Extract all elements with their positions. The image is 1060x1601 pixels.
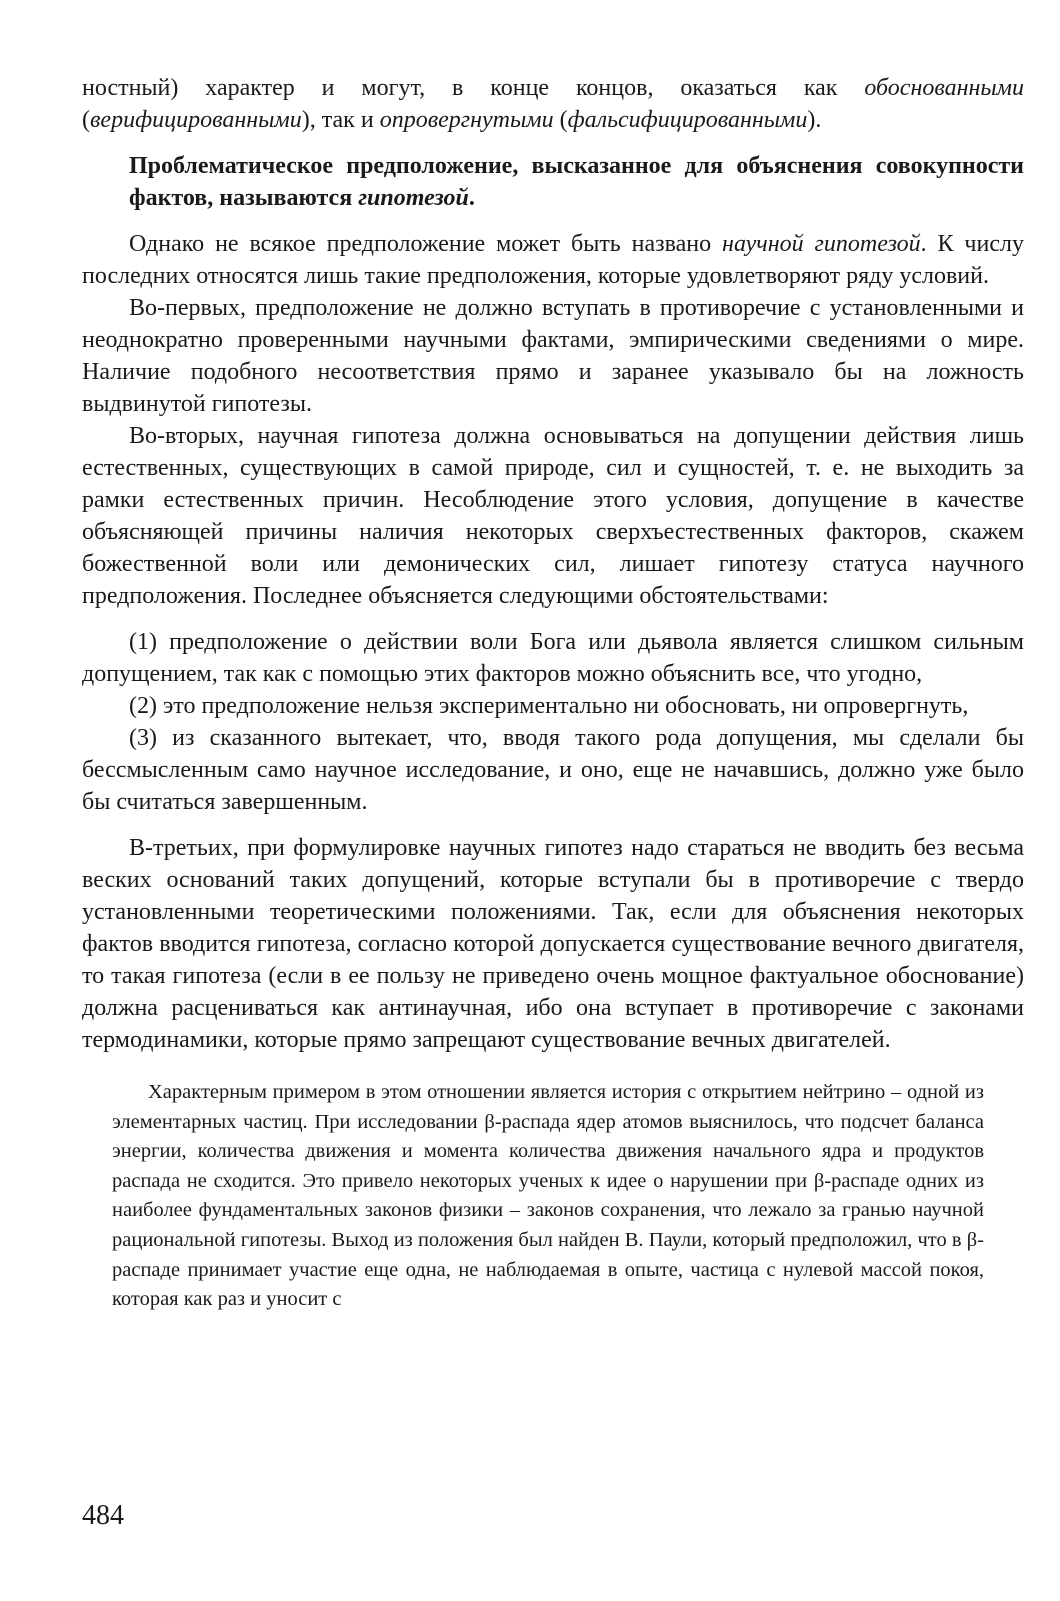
text-run: ).: [807, 107, 822, 133]
italic-term: обоснованными: [864, 75, 1024, 101]
text-run: Однако не всякое предположение может быть названо: [129, 231, 723, 257]
paragraph-first-condition: Во-первых, предположение не должно вступать в противоречие с установленными и неоднократно проверенными научными фактами, эмпирическими сведениями о мире. Наличие подобного несоответствия прямо и заранее указывало бы на ложность выдвинутой гипотезы.: [82, 295, 1024, 417]
paragraph-second-condition: Во-вторых, научная гипотеза должна основываться на допущении действия лишь естественных, существующих в самой природе, сил и сущностей, т. е. не выходить за рамки естественных причин. Несоблюдение этого условия, допущение в качестве объясняющей причины наличия некоторых сверхъестественных факторов, скажем божественной воли или демонических сил, лишает гипотезу статуса научного предположения. Последнее объясняется следующими обстоятельствами:: [82, 423, 1024, 609]
example-block: [82, 1078, 1024, 1315]
definition-text: Проблематическое предположение, высказанное для объяснения совокупности фактов, называются: [129, 153, 1024, 211]
text-run: (: [82, 107, 90, 133]
conditions-list: [82, 626, 1024, 818]
text-run: ностный) характер и могут, в конце концов, оказаться как: [82, 75, 865, 101]
hypothesis-definition: [82, 150, 1024, 214]
text-run: .: [468, 185, 475, 211]
text-run: (: [553, 107, 568, 133]
paragraph-continued: [82, 72, 1024, 136]
italic-term: опровергнутыми: [379, 107, 554, 133]
example-neutrino-text: Характерным примером в этом отношении является история с открытием нейтрино – одной из элементарных частиц. При исследовании β-распада ядер атомов выяснилось, что подсчет баланса энергии, количества движения и момента количества движения начального ядра и продуктов распада не сходится. Это привело некоторых ученых к идее о нарушении при β-распаде одних из наиболее фундаментальных законов физики – законов сохранения, что лежало за гранью научной рациональной гипотезы. Выход из положения был найден В. Паули, который предположил, что в β-распаде принимает участие еще одна, не наблюдаемая в опыте, частица с нулевой массой покоя, которая как раз и уносит с: [112, 1081, 984, 1311]
paragraph-third-condition: В-третьих, при формулировке научных гипотез надо стараться не вводить без весьма веских оснований таких допущений, которые вступали бы в противоречие с твердо установленными теоретическими положениями. Так, если для объяснения некоторых фактов вводится гипотеза, согласно которой допускается существование вечного двигателя, то такая гипотеза (если в ее пользу не приведено очень мощное фактуальное обоснование) должна расцениваться как антинаучная, ибо она вступает в противоречие с законами термодинамики, которые прямо запрещают существование вечных двигателей.: [82, 835, 1024, 1053]
italic-term: фальсифицированными: [567, 107, 808, 133]
text-run: ), так и: [301, 107, 380, 133]
italic-term: верифицированными: [90, 107, 302, 133]
defined-term: гипотезой: [358, 185, 469, 211]
page-body: [82, 72, 1024, 1315]
list-item: (1) предположение о действии воли Бога или дьявола является слишком сильным допущением, так как с помощью этих факторов можно объяснить все, что угодно,: [82, 629, 1024, 687]
italic-term: научной гипотезой: [722, 231, 921, 257]
list-item: (2) это предположение нельзя экспериментально ни обосновать, ни опровергнуть,: [129, 693, 969, 719]
list-item: (3) из сказанного вытекает, что, вводя такого рода допущения, мы сделали бы бессмысленным само научное исследование, и оно, еще не начавшись, должно уже было бы считаться завершенным.: [82, 725, 1024, 815]
paragraph-scientific-hypothesis: [82, 228, 1024, 292]
page-number: 484: [82, 1500, 124, 1531]
text-run: . К числу последних относятся лишь такие предположения, которые удовлетворяют ряду условий.: [82, 231, 1024, 289]
